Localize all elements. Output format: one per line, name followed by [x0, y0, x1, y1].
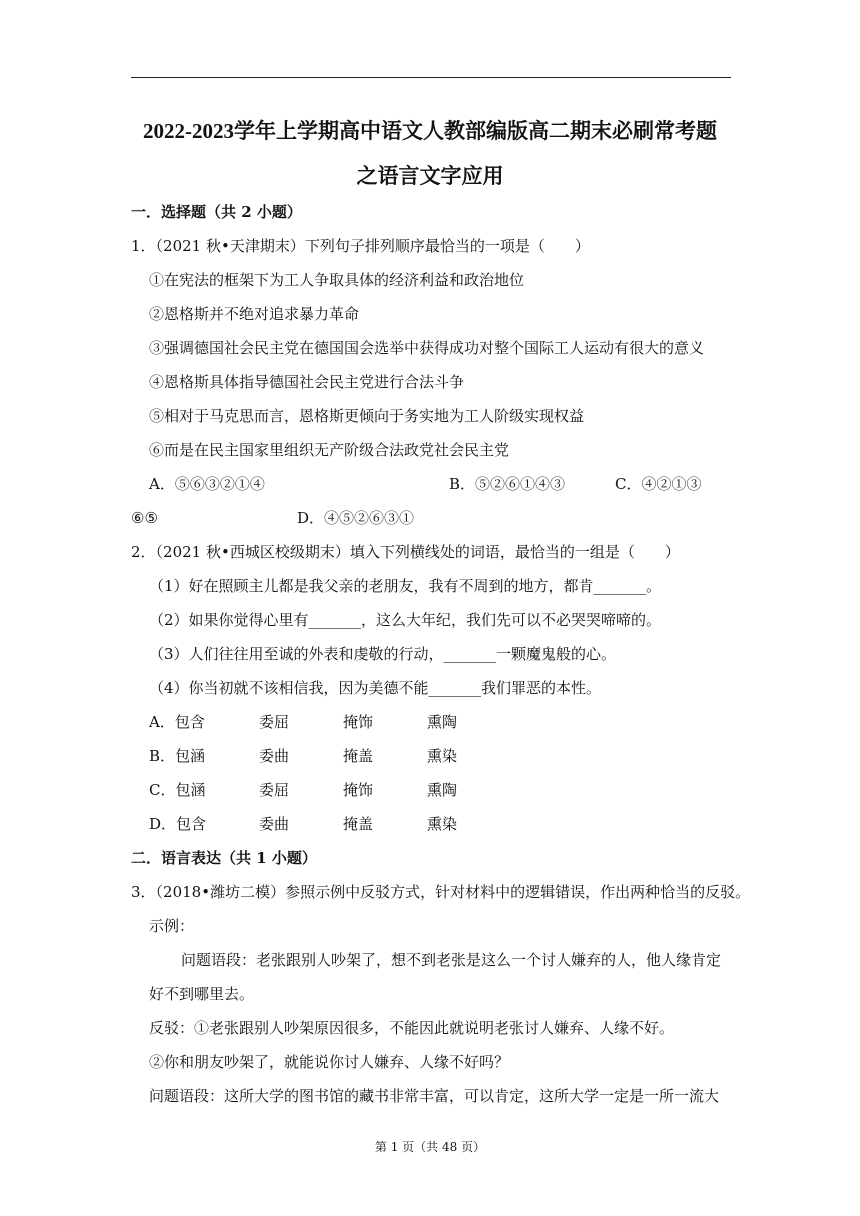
question-3-rebuttal: 反驳：①老张跟别人吵架原因很多，不能因此就说明老张讨人嫌弃、人缘不好。	[149, 1019, 675, 1037]
section-heading-choice: 一．选择题（共 2 小题）	[131, 203, 302, 221]
question-2-option-a-label: A．包含	[149, 713, 205, 731]
question-1-option-c-continued: ⑥⑤	[131, 509, 158, 527]
page-number-footer: 第 1 页（共 48 页）	[374, 1140, 486, 1154]
question-2-item: （2）如果你觉得心里有_______，这么大年纪，我们先可以不必哭哭啼啼的。	[149, 611, 662, 629]
question-3-stem: 3．（2018•潍坊二模）参照示例中反驳方式，针对材料中的逻辑错误，作出两种恰当的反驳。	[131, 883, 751, 901]
question-1-option-c: C．④②①③	[615, 475, 702, 493]
question-1-item: ①在宪法的框架下为工人争取具体的经济利益和政治地位	[149, 271, 525, 289]
question-1-item: ⑤相对于马克思而言，恩格斯更倾向于务实地为工人阶级实现权益	[149, 407, 585, 425]
question-2-item: （3）人们往往用至诚的外表和虔敬的行动，_______一颗魔鬼般的心。	[149, 645, 617, 663]
question-2-option-d-word: 熏染	[427, 815, 458, 833]
question-2-option-b-label: B．包涵	[149, 747, 206, 765]
question-2-option-b-word: 熏染	[427, 747, 458, 765]
question-2-option-d-word: 委曲	[259, 815, 290, 833]
question-1-stem: 1．（2021 秋•天津期末）下列句子排列顺序最恰当的一项是（ ）	[131, 237, 590, 255]
question-2-item: （4）你当初就不该相信我，因为美德不能_______我们罪恶的本性。	[149, 679, 602, 697]
question-2-option-d-label: D．包含	[149, 815, 207, 833]
header-rule	[131, 77, 731, 78]
document-title-line-2: 之语言文字应用	[356, 164, 504, 188]
question-1-option-a: A．⑤⑥③②①④	[149, 475, 265, 493]
question-2-option-a-word: 掩饰	[343, 713, 374, 731]
question-2-stem: 2．（2021 秋•西城区校级期末）填入下列横线处的词语，最恰当的一组是（ ）	[131, 543, 680, 561]
question-1-option-b: B．⑤②⑥①④③	[449, 475, 566, 493]
question-1-item: ③强调德国社会民主党在德国国会选举中获得成功对整个国际工人运动有很大的意义	[149, 339, 705, 357]
question-2-option-a-word: 委屈	[259, 713, 290, 731]
question-2-option-c-word: 掩饰	[343, 781, 374, 799]
question-1-option-d: D．④⑤②⑥③①	[297, 509, 415, 527]
question-2-option-b-word: 委曲	[259, 747, 290, 765]
question-2-option-a-word: 熏陶	[427, 713, 458, 731]
document-title-line-1: 2022-2023学年上学期高中语文人教部编版高二期末必刷常考题	[143, 119, 717, 143]
question-3-rebuttal: ②你和朋友吵架了，就能说你讨人嫌弃、人缘不好吗？	[149, 1053, 510, 1071]
question-2-option-c-label: C．包涵	[149, 781, 206, 799]
question-3-problem-text: 问题语段：这所大学的图书馆的藏书非常丰富，可以肯定，这所大学一定是一所一流大	[149, 1087, 720, 1105]
question-2-option-d-word: 掩盖	[343, 815, 374, 833]
question-1-item: ②恩格斯并不绝对追求暴力革命	[149, 305, 360, 323]
question-1-item: ⑥而是在民主国家里组织无产阶级合法政党社会民主党	[149, 441, 510, 459]
question-2-option-c-word: 熏陶	[427, 781, 458, 799]
question-2-option-c-word: 委屈	[259, 781, 290, 799]
question-3-example-label: 示例：	[149, 917, 195, 935]
question-3-example-text: 问题语段：老张跟别人吵架了，想不到老张是这么一个讨人嫌弃的人，他人缘肯定	[181, 951, 722, 969]
question-1-item: ④恩格斯具体指导德国社会民主党进行合法斗争	[149, 373, 465, 391]
question-2-item: （1）好在照顾主儿都是我父亲的老朋友，我有不周到的地方，都肯_______。	[149, 577, 662, 595]
section-heading-expression: 二．语言表达（共 1 小题）	[131, 849, 317, 867]
question-3-example-text: 好不到哪里去。	[149, 985, 255, 1003]
question-2-option-b-word: 掩盖	[343, 747, 374, 765]
